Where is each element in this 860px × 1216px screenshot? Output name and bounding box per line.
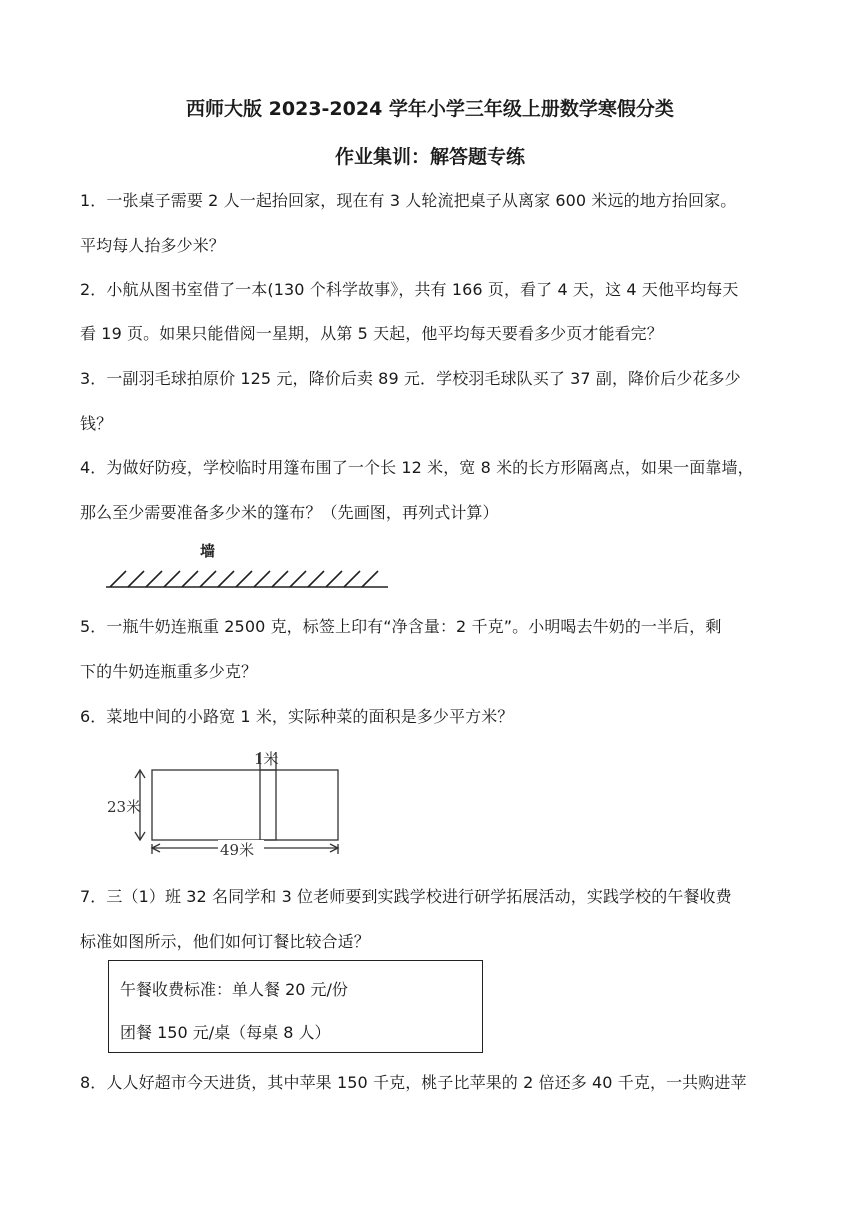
lunch-fee-box: [108, 960, 483, 1053]
question-1-line2: 平均每人抬多少米？: [80, 236, 225, 255]
question-4-line1: 4．为做好防疫，学校临时用篷布围了一个长 12 米，宽 8 米的长方形隔离点，如果一面靠墙，: [80, 458, 754, 477]
wall-diagram: [104, 536, 394, 592]
question-7-line2: 标准如图所示，他们如何订餐比较合适？: [80, 932, 370, 951]
wall-label: 墙: [200, 542, 216, 560]
doc-title-line2: 作业集训：解答题专练: [334, 146, 525, 168]
width-label: 49米: [220, 841, 255, 859]
vegetable-field-diagram: [106, 744, 346, 860]
question-2-line1: 2．小航从图书室借了一本(130 个科学故事》，共有 166 页，看了 4 天，这 4 天他平均每天: [80, 280, 739, 299]
path-width-label: 1米: [254, 750, 279, 768]
question-6-line1: 6．菜地中间的小路宽 1 米，实际种菜的面积是多少平方米？: [80, 707, 514, 726]
height-label: 23米: [107, 798, 142, 816]
fee-line-1: 午餐收费标准：单人餐 20 元/份: [120, 980, 348, 999]
question-1-line1: 1．一张桌子需要 2 人一起抬回家，现在有 3 人轮流把桌子从离家 600 米远的地方抬回家。: [80, 191, 737, 210]
doc-title-line1: 西师大版 2023-2024 学年小学三年级上册数学寒假分类: [186, 98, 674, 120]
fee-line-2: 团餐 150 元/桌（每桌 8 人）: [120, 1023, 331, 1042]
question-8-line1: 8．人人好超市今天进货，其中苹果 150 千克，桃子比苹果的 2 倍还多 40 千克，一共购进苹: [80, 1073, 747, 1092]
question-2-line2: 看 19 页。如果只能借阅一星期，从第 5 天起，他平均每天要看多少页才能看完？: [80, 324, 663, 343]
question-5-line1: 5．一瓶牛奶连瓶重 2500 克，标签上印有“净含量：2 千克”。小明喝去牛奶的一半后，剩: [80, 617, 722, 636]
question-7-line1: 7．三（1）班 32 名同学和 3 位老师要到实践学校进行研学拓展活动，实践学校的午餐收费: [80, 887, 732, 906]
field-rectangle: [152, 770, 338, 840]
question-3-line2: 钱？: [80, 414, 113, 433]
path-strip: [260, 770, 276, 840]
question-3-line1: 3．一副羽毛球拍原价 125 元，降价后卖 89 元．学校羽毛球队买了 37 副，降价后少花多少: [80, 369, 741, 388]
question-4-line2: 那么至少需要准备多少米的篷布？（先画图，再列式计算）: [80, 503, 499, 522]
question-5-line2: 下的牛奶连瓶重多少克？: [80, 662, 258, 681]
